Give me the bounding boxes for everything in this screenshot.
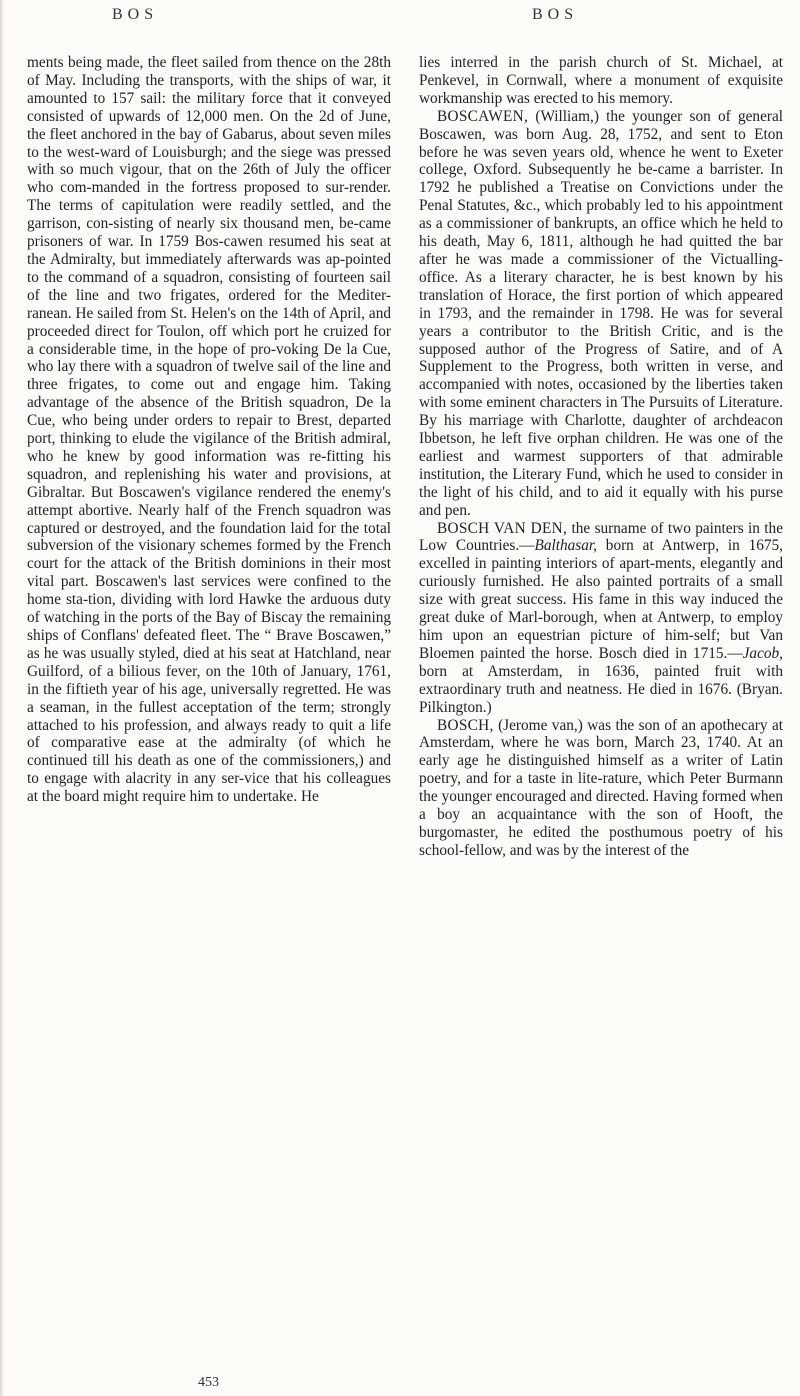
entry-bosch-jerome [419, 717, 783, 860]
entry-headword: BOSCAWEN, [437, 107, 529, 125]
page-edge-shadow [0, 0, 4, 1396]
painter-name-balthasar: Balthasar, [534, 537, 597, 555]
entry-boscawen-william [419, 108, 783, 520]
left-column [27, 54, 391, 806]
running-head-left: BOS [112, 6, 159, 23]
entry-body: the surname of two painters in the Low Countries.— [419, 519, 783, 555]
entry-body: (William,) the younger son of general Boscawen, was born Aug. 28, 1752, and sent to Eton before he was seven years old, whence he went to Exeter college, Oxford. Subsequently he be-came a barrister. In 1792 he published a Treatise on Convictions under the Penal Statutes, &c., which probably led to his appointment as a commissioner of bankrupts, an office which he held to his death, May 6, 1811, although he had quitted the bar after he was made a commissioner of the Victualling-office. As a literary character, he is best known by his translation of Horace, the first portion of which appeared in 1793, and the remainder in 1798. He was for several years a contributor to the British Critic, and is the supposed author of the Progress of Satire, and of A Supplement to the Progress, both written in verse, and accompanied with notes, occasioned by the liberties taken with some eminent characters in The Pursuits of Literature. By his marriage with Charlotte, daughter of archdeacon Ibbetson, he left five orphan children. He was one of the earliest and warmest supporters of that admirable institution, the Literary Fund, which he used to consider in the light of his child, and to aid it equally with his purse and pen. [419, 107, 783, 519]
entry-headword: BOSCH VAN DEN, [437, 519, 568, 537]
entry-bosch-van-den [419, 520, 783, 717]
boscawen-edward-continued: ments being made, the fleet sailed from thence on the 28th of May. Including the transports, with the ships of war, it amounted to 157 sail: the military force that it conveyed consisted of upwards of 12,000 men. On the 2d of June, the fleet anchored in the bay of Gabarus, about seven miles to the west-ward of Louisburgh; and the siege was pressed with so much vigour, that on the 26th of July the officer who com-manded in the fortress proposed to sur-render. The terms of capitulation were readily settled, and the garrison, con-sisting of nearly six thousand men, be-came prisoners of war. In 1759 Bos-cawen resumed his seat at the Admiralty, but immediately afterwards was ap-pointed to the command of a squadron, consisting of fourteen sail of the line and two frigates, ordered for the Mediter-ranean. He sailed from St. Helen's on the 14th of April, and proceeded direct for Toulon, off which port he cruized for a considerable time, in the hope of pro-voking De la Cue, who lay there with a squadron of twelve sail of the line and three frigates, to come out and engage him. Taking advantage of the absence of the British squadron, De la Cue, who being under orders to repair to Brest, departed port, thinking to elude the vigilance of the British admiral, who he knew by good information was re-fitting his squadron, and replenishing his water and provisions, at Gibraltar. But Boscawen's vigilance rendered the enemy's attempt abortive. Nearly half of the French squadron was captured or destroyed, and the foundation laid for the total subversion of the visionary schemes formed by the French court for the attack of the British dominions in their most vital part. Boscawen's last services were confined to the home sta-tion, dividing with lord Hawke the arduous duty of watching in the ports of the Bay of Biscay the remaining ships of Conflans' defeated fleet. The “ Brave Boscawen,” as he was usually styled, died at his seat at Hatchland, near Guilford, of a bilious fever, on the 10th of January, 1761, in the fiftieth year of his age, universally regretted. He was a seaman, in the fullest acceptation of the term; strongly attached to his profession, and always ready to quit a life of comparative ease at the admiralty (of which he continued till his death as one of the commissioners,) and to engage with alacrity in any ser-vice that his colleagues at the board might require him to undertake. He [27, 54, 391, 806]
entry-body: born at Antwerp, in 1675, excelled in painting interiors of apart-ments, elegantly and curiously furnished. He also painted portraits of a small size with great success. His fame in this way induced the great duke of Marl-borough, when at Antwerp, to employ him upon an equestrian picture of him-self; but Van Bloemen painted the horse. Bosch died in 1715.— [419, 537, 783, 662]
right-column [419, 54, 783, 860]
running-head-right: BOS [532, 6, 579, 23]
entry-headword: BOSCH, [437, 716, 494, 734]
boscawen-edward-conclusion: lies interred in the parish church of St. Michael, at Penkevel, in Cornwall, where a monument of exquisite workmanship was erected to his memory. [419, 54, 783, 107]
painter-name-jacob: Jacob, [742, 644, 783, 662]
page-number: 453 [198, 1375, 219, 1390]
entry-body: born at Amsterdam, in 1636, painted fruit with extraordinary truth and neatness. He died in 1676. (Bryan. Pilkington.) [419, 662, 783, 716]
entry-body: (Jerome van,) was the son of an apothecary at Amsterdam, where he was born, March 23, 1740. At an early age he distinguished himself as a writer of Latin poetry, and for a taste in lite-rature, which Peter Burmann the younger encouraged and directed. Having formed when a boy an acquaintance with the son of Hooft, the burgomaster, he edited the posthumous poetry of his school-fellow, and was by the interest of the [419, 716, 783, 859]
